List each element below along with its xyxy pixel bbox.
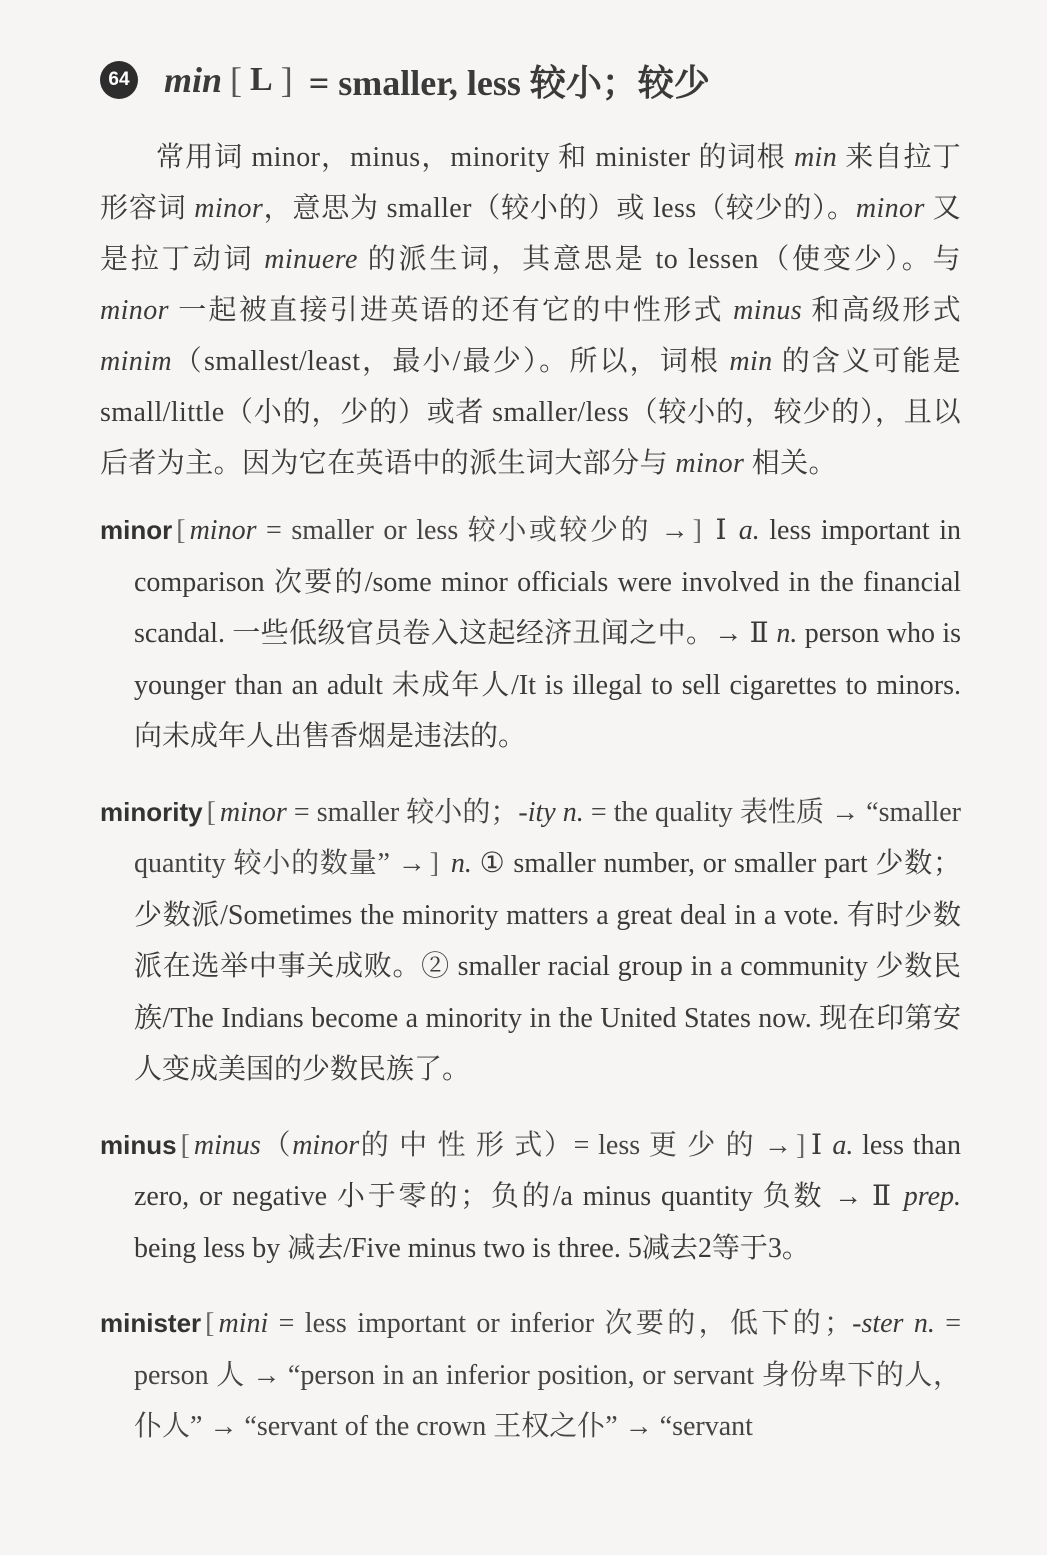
definition: ① smaller number, or smaller part 少数；少数派/Sometimes the minority matters a great deal in a vote. 有时少数派在选举中事关成败。② smaller racial group in a community 少数民族/The Indians become a minority in the United States now. 现在印第安人变成美国的少数民族了。 [134, 848, 961, 1085]
intro-italic: minor [100, 295, 169, 326]
etymology-root-2: minor [292, 1129, 360, 1161]
intro-text: 常用词 minor，minus，minority 和 minister 的词根 [156, 142, 794, 173]
section-number-badge: 64 [100, 61, 138, 99]
intro-italic: minor [194, 193, 264, 224]
etymology-suffix: -ity n. [518, 796, 584, 828]
root-word: min [164, 60, 223, 100]
headword: minus [100, 1129, 177, 1160]
etymology-open: [ [205, 1308, 215, 1339]
definition: less important in comparison 次要的/some minor officials were involved in the financial scandal. 一些低级官员卷入这起经济丑闻之中。→ [134, 515, 962, 649]
section-heading [100, 52, 961, 108]
sense-number: Ⅱ [872, 1181, 894, 1212]
etymology-open: [ [180, 1129, 190, 1161]
etymology-close: ] [692, 515, 702, 546]
etymology-text: = smaller or less 较小或较少的 → [256, 515, 689, 546]
etymology-open: [ [176, 515, 186, 546]
part-of-speech: prep. [903, 1181, 962, 1212]
intro-italic: minus [733, 295, 803, 326]
intro-text: 和高级形式 [802, 295, 961, 326]
etymology-paren: （ [260, 1129, 293, 1161]
headword: minister [100, 1308, 202, 1338]
definition: being less by 减去/Five minus two is three. 5减去2等于3。 [134, 1232, 810, 1264]
etymology-root: minor [219, 796, 287, 828]
etymology-open: [ [206, 796, 216, 828]
etymology-close: ] [795, 1129, 806, 1161]
definition: less than zero, or negative 小于零的；负的/a minus quantity 负数 → [134, 1129, 961, 1212]
headword: minor [100, 515, 173, 545]
etymology-close: ] [429, 848, 440, 879]
intro-italic: minor [855, 193, 925, 224]
entry-minus [100, 1120, 961, 1275]
intro-text: 又是拉丁动词 [100, 193, 961, 275]
etymology-text: 的 中 性 形 式）= less 更 少 的 → [359, 1129, 792, 1161]
intro-paragraph [100, 132, 961, 489]
sense-number: Ⅱ [749, 618, 770, 649]
intro-italic: minor [675, 448, 745, 479]
etymology-suffix: -ster n. [852, 1308, 935, 1339]
definition: person who is younger than an adult 未成年人/It is illegal to sell cigarettes to minors. 向未成年人出售香烟是违法的。 [134, 618, 962, 752]
language-tag: L [250, 61, 273, 98]
etymology-root: minor [189, 515, 257, 546]
etymology-root: minus [193, 1129, 261, 1161]
intro-text: 来自拉丁形容词 [100, 142, 961, 224]
entry-minor [100, 505, 961, 763]
etymology-text: = person 人 → “person in an inferior position, or servant 身份卑下的人，仆人” → “servant of the crown 王权之仆” → “servant [134, 1308, 961, 1442]
etymology-root: mini [218, 1308, 269, 1339]
etymology-text: = smaller 较小的； [286, 796, 519, 828]
part-of-speech: a. [832, 1129, 854, 1161]
intro-italic: minim [100, 346, 172, 377]
headword: minority [100, 796, 203, 827]
etymology-text: = the quality 表性质 → “smaller quantity 较小的数量” → [134, 796, 962, 879]
intro-text: ，意思为 smaller（较小的）或 less（较少的）。 [263, 193, 856, 224]
intro-text: （smallest/least，最小/最少）。所以，词根 [172, 346, 730, 377]
intro-text: 相关。 [744, 448, 837, 479]
intro-text: 的派生词，其意思是 to lessen（使变少）。与 [357, 244, 961, 275]
intro-text: 的含义可能是 small/little（小的，少的）或者 smaller/less（较小的，较少的），且以后者为主。因为它在英语中的派生词大部分与 [100, 346, 961, 479]
part-of-speech: n. [776, 618, 798, 649]
intro-italic: minuere [264, 244, 358, 275]
root-meaning: = smaller, less 较小；较少 [308, 62, 710, 103]
bracket-close: ] [280, 60, 293, 100]
sense-number: Ⅰ [715, 515, 730, 546]
intro-italic: min [729, 346, 773, 377]
part-of-speech: n. [450, 848, 472, 879]
intro-text: 一起被直接引进英语的还有它的中性形式 [168, 295, 734, 326]
intro-italic: min [793, 142, 838, 173]
entry-minister [100, 1298, 961, 1453]
sense-number: Ⅰ [809, 1129, 824, 1161]
entry-minority [100, 787, 961, 1096]
etymology-text: = less important or inferior 次要的，低下的； [268, 1308, 853, 1339]
part-of-speech: a. [738, 515, 760, 546]
bracket-open: [ [230, 60, 243, 100]
